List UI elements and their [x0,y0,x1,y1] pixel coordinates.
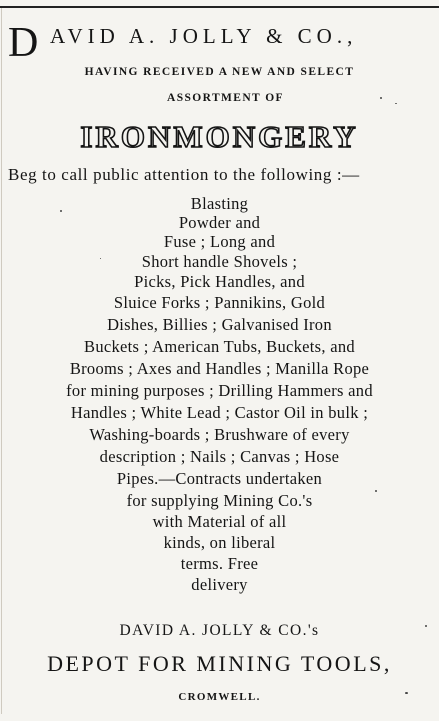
firm-heading [0,14,439,64]
ink-speck [380,97,382,99]
depot-firm-name: DAVID A. JOLLY & CO.'s [119,622,320,639]
goods-line: Pipes.—Contracts undertaken [116,469,323,488]
ink-speck [375,490,377,492]
goods-line: description ; Nails ; Canvas ; Hose [99,447,340,466]
ink-speck [100,258,101,259]
goods-line: Brooms ; Axes and Handles ; Manilla Rope [69,359,370,378]
goods-line: Blasting [190,194,249,213]
town-name: CROMWELL. [178,691,261,703]
goods-line: Handles ; White Lead ; Castor Oil in bulk ; [70,403,369,422]
assortment-line: ASSORTMENT OF [167,92,284,104]
ink-speck [60,210,62,212]
ink-speck [405,692,408,694]
goods-line: Washing-boards ; Brushware of every [89,425,350,444]
goods-line: terms. Free [180,554,259,573]
goods-line: Fuse ; Long and [163,232,276,251]
goods-line: delivery [191,575,248,594]
goods-line: Short handle Shovels ; [141,252,298,271]
goods-line: Dishes, Billies ; Galvanised Iron [107,315,332,334]
firm-initial: D [8,20,39,66]
goods-line: Picks, Pick Handles, and [134,272,305,291]
ink-speck [395,103,397,104]
goods-line: for mining purposes ; Drilling Hammers and [66,381,373,400]
ironmongery-banner: IRONMONGERY [80,119,359,154]
beg-line: Beg to call public attention to the following :— [8,165,360,184]
goods-line: Buckets ; American Tubs, Buckets, and [84,337,355,356]
goods-line: with Material of all [152,512,287,531]
having-received-line: HAVING RECEIVED A NEW AND SELECT [84,66,355,78]
firm-name: AVID A. JOLLY & CO., [50,24,358,48]
ink-speck [425,625,427,627]
depot-title: DEPOT FOR MINING TOOLS, [47,651,392,676]
goods-line: for supplying Mining Co.'s [126,491,313,510]
top-rule [0,6,439,8]
goods-line: kinds, on liberal [163,533,276,552]
goods-line: Sluice Forks ; Pannikins, Gold [113,293,326,312]
goods-line: Powder and [178,213,261,232]
